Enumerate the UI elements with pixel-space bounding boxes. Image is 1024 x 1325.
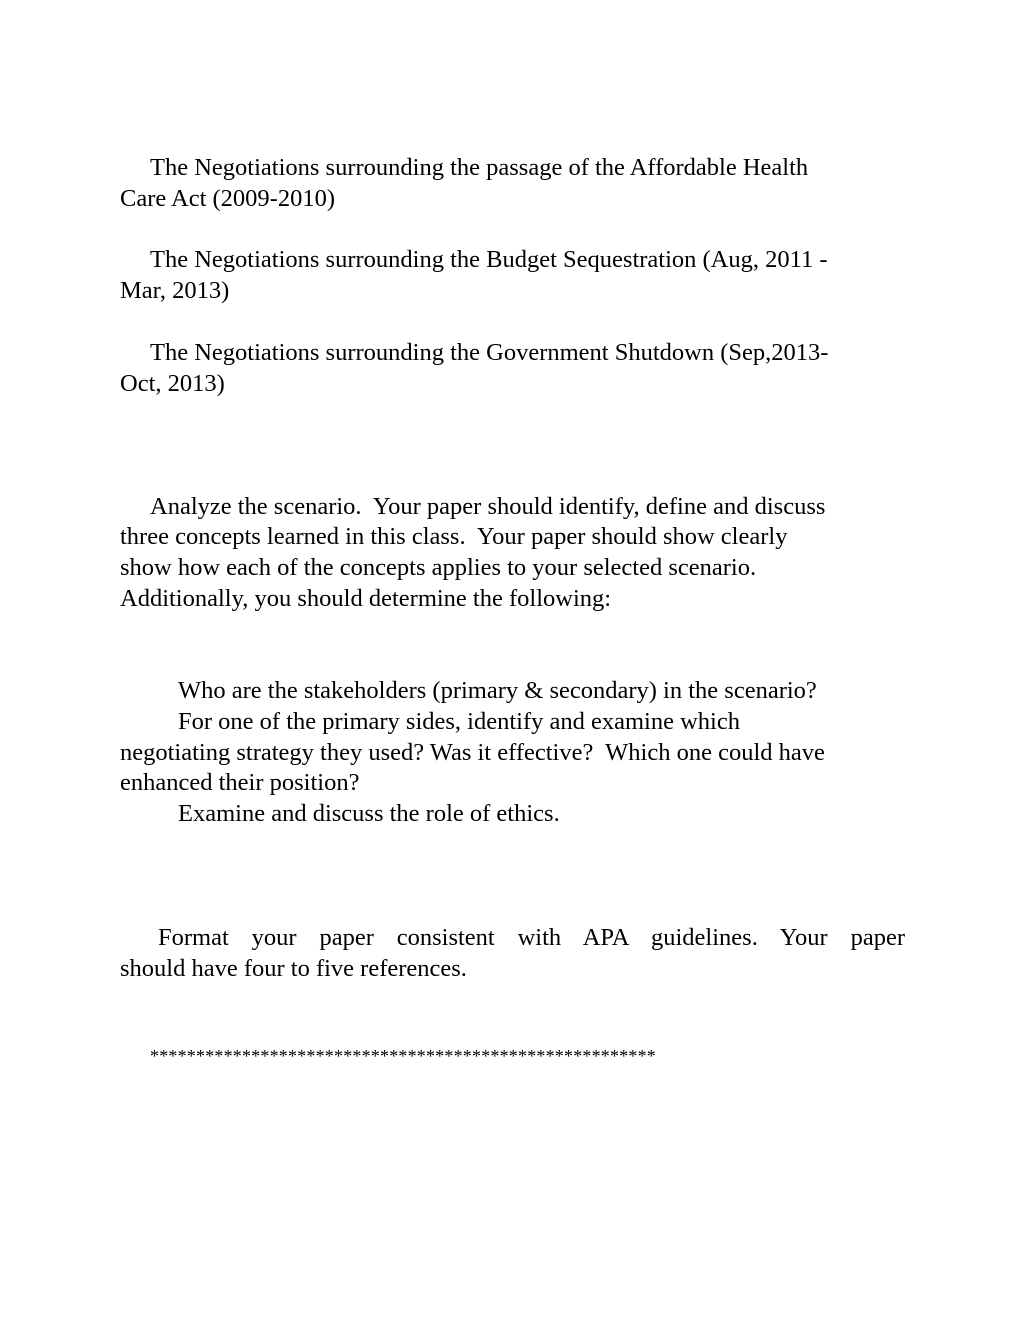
question-strategy-line-3: enhanced their position? — [120, 769, 360, 796]
scenario-1-line-1: The Negotiations surrounding the passage of the Affordable Health — [150, 154, 809, 181]
scenario-2-line-2: Mar, 2013) — [120, 277, 230, 304]
instructions-line-1: Analyze the scenario. Your paper should identify, define and discuss — [150, 493, 826, 520]
asterisk-separator: ******************************************************* — [150, 1046, 656, 1066]
instructions-line-2: three concepts learned in this class. Your paper should show clearly — [120, 523, 788, 550]
scenario-3-line-1: The Negotiations surrounding the Government Shutdown (Sep,2013- — [150, 339, 829, 366]
question-stakeholders: Who are the stakeholders (primary & secondary) in the scenario? — [178, 677, 817, 704]
question-ethics: Examine and discuss the role of ethics. — [178, 800, 560, 827]
scenario-1-line-2: Care Act (2009-2010) — [120, 185, 335, 212]
scenario-2-line-1: The Negotiations surrounding the Budget Sequestration (Aug, 2011 - — [150, 246, 828, 273]
format-line-1-text: Format your paper consistent with APA guidelines. Your paper — [158, 924, 905, 951]
format-line-2: should have four to five references. — [120, 955, 467, 982]
instructions-line-4: Additionally, you should determine the following: — [120, 585, 612, 612]
instructions-line-3: show how each of the concepts applies to your selected scenario. — [120, 554, 757, 581]
format-line-1 — [120, 922, 905, 953]
scenario-3-line-2: Oct, 2013) — [120, 370, 225, 397]
question-strategy-line-1: For one of the primary sides, identify and examine which — [178, 708, 740, 735]
question-strategy-line-2: negotiating strategy they used? Was it effective? Which one could have — [120, 739, 825, 766]
